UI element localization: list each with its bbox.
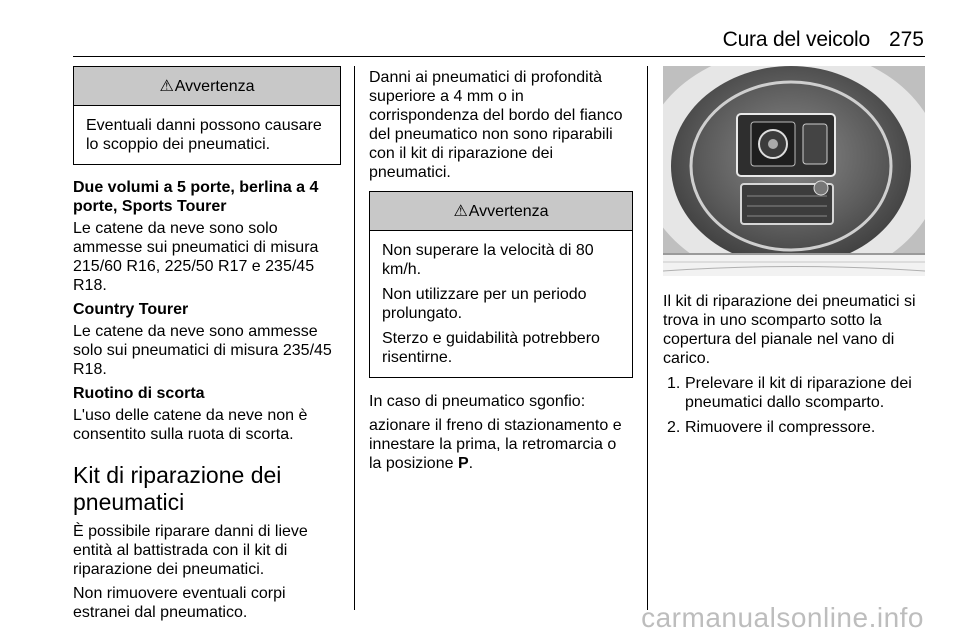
warning-box-header: [370, 192, 632, 231]
warning-item: Non utilizzare per un periodo prolungato.: [382, 286, 587, 322]
warning-box-2: [369, 191, 633, 378]
warning-title: Avvertenza: [174, 77, 255, 95]
subheading-spare-wheel: Ruotino di scorta: [73, 385, 205, 402]
section-title: Kit di riparazione dei pneumatici: [73, 462, 282, 515]
page-header-title: Cura del veicolo: [722, 28, 870, 51]
instruction-steps: [663, 374, 929, 437]
column-3: [663, 292, 929, 443]
gear-position-p: P: [457, 455, 469, 472]
page-number: 275: [888, 28, 924, 51]
column-divider-1: [354, 66, 355, 610]
warning-box-body: [370, 231, 632, 377]
paragraph-flat-tyre: In caso di pneumatico sgonfio:: [369, 393, 586, 410]
list-item: 2. Rimuovere il compressore.: [667, 419, 876, 436]
subheading-sedan: Due volumi a 5 porte, berlina a 4 porte, Sports Tourer: [73, 179, 319, 215]
paragraph-sedan-chains: Le catene da neve sono solo ammesse sui pneumatici di misura 215/60 R16, 225/50 R17 e 235/45 R18.: [73, 220, 319, 294]
warning-title: Avvertenza: [468, 202, 549, 220]
warning-item: Sterzo e guidabilità potrebbero risentirne.: [382, 330, 600, 366]
column-1: [73, 66, 341, 627]
header-divider: [73, 56, 925, 57]
list-item: 1. Prelevare il kit di riparazione dei pneumatici dallo scomparto.: [667, 375, 912, 411]
paragraph-country-tourer-chains: Le catene da neve sono ammesse solo sui pneumatici di misura 235/45 R18.: [73, 323, 332, 378]
warning-box-header: [74, 67, 340, 106]
column-2: [369, 68, 633, 478]
paragraph-spare-wheel-chains: L'uso delle catene da neve non è consentito sulla ruota di scorta.: [73, 407, 308, 443]
warning-item: Non superare la velocità di 80 km/h.: [382, 242, 594, 278]
figure-caption: Il kit di riparazione dei pneumatici si trova in uno scomparto sotto la copertura del pianale nel vano di carico.: [663, 293, 916, 367]
paragraph-parking-brake: azionare il freno di stazionamento e innestare la prima, la retromarcia o la posizione P.: [369, 417, 622, 472]
paragraph-repair-kit-intro: È possibile riparare danni di lieve entità al battistrada con il kit di riparazione dei pneumatici.: [73, 523, 308, 578]
warning-triangle-icon: ⚠: [159, 77, 174, 95]
column-divider-2: [647, 66, 648, 610]
warning-box-1: [73, 66, 341, 165]
tyre-repair-kit-photo-icon: [663, 66, 925, 276]
paragraph-damage-limits: Danni ai pneumatici di profondità superiore a 4 mm o in corrispondenza del bordo del fianco del pneumatico non sono riparabili con il kit di riparazione dei pneumatici.: [369, 69, 623, 181]
subheading-country-tourer: Country Tourer: [73, 301, 189, 318]
watermark: carmanualsonline.info: [641, 602, 924, 633]
warning-triangle-icon: ⚠: [453, 202, 468, 220]
warning-box-body: [74, 106, 340, 164]
paragraph-foreign-objects: Non rimuovere eventuali corpi estranei dal pneumatico.: [73, 585, 286, 621]
warning-text: Eventuali danni possono causare lo scoppio dei pneumatici.: [86, 117, 322, 153]
